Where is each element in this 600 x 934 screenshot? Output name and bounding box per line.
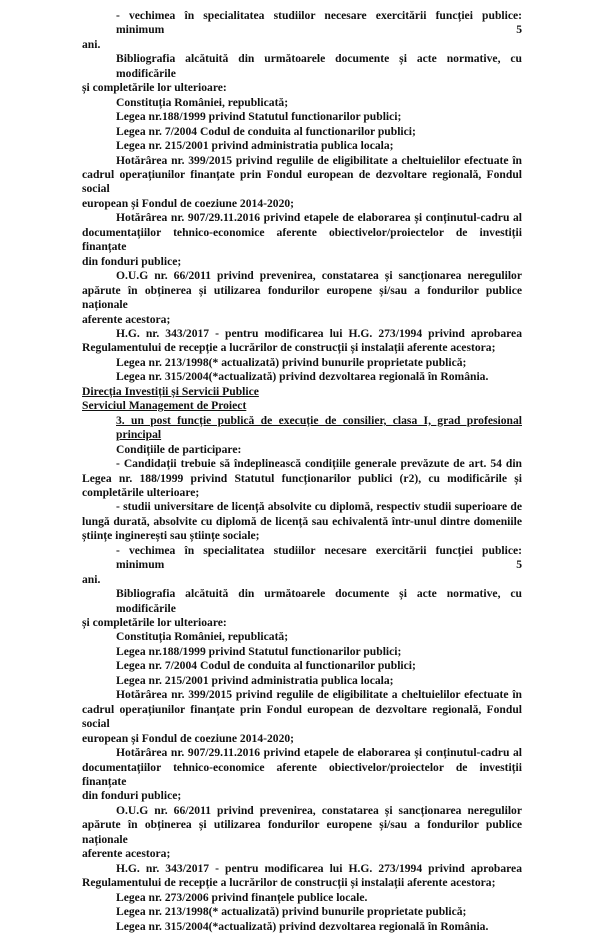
text-line: Hotărârea nr. 399/2015 privind regulile de eligibilitate a cheltuielilor efectuate în — [116, 153, 522, 167]
text-line: Direcția Investiții și Servicii Publice — [82, 384, 259, 398]
text-line: Constituția României, republicată; — [116, 95, 289, 109]
text-line: H.G. nr. 343/2017 - pentru modificarea lui H.G. 273/1994 privind aprobarea — [116, 326, 522, 340]
text-line: Legea nr.188/1999 privind Statutul functionarilor publici; — [116, 644, 402, 658]
text-line: din fonduri publice; — [82, 789, 182, 803]
text-line: completările ulterioare; — [82, 485, 200, 499]
text-line: - studii universitare de licență absolvite cu diplomă, respectiv studii superioare de — [116, 500, 522, 514]
text-line: O.U.G nr. 66/2011 privind prevenirea, constatarea și sancționarea neregulilor — [116, 269, 522, 283]
text-line: Hotărârea nr. 907/29.11.2016 privind etapele de elaborarea și conținutul-cadru al — [116, 211, 522, 225]
text-line: Legea nr. 7/2004 Codul de conduita al functionarilor publici; — [116, 124, 416, 138]
text-line: Bibliografia alcătuită din următoarele documente și acte normative, cu modificările — [116, 52, 522, 80]
text-line: documentațiilor tehnico-economice aferente obiectivelor/proiectelor de investiții finanțate — [82, 225, 522, 254]
text-line: Hotărârea nr. 399/2015 privind regulile de eligibilitate a cheltuielilor efectuate în — [116, 688, 522, 702]
text-line: ani. — [82, 37, 101, 51]
text-line: Legea nr. 213/1998(* actualizată) privind bunurile proprietate publică; — [116, 905, 467, 919]
text-line: Hotărârea nr. 907/29.11.2016 privind etapele de elaborarea și conținutul-cadru al — [116, 746, 522, 760]
text-line: lungă durată, absolvite cu diplomă de licență sau echivalentă într-unul dintre domeniile — [82, 514, 522, 528]
text-line: principal — [116, 428, 162, 442]
text-line: Legea nr. 188/1999 privind Statutul funcționarilor publici (r2), cu modificările și — [82, 471, 522, 485]
text-line: aferente acestora; — [82, 847, 171, 861]
text-line: O.U.G nr. 66/2011 privind prevenirea, constatarea și sancționarea neregulilor — [116, 803, 522, 817]
text-line: Legea nr. 7/2004 Codul de conduita al functionarilor publici; — [116, 659, 416, 673]
text-line: Legea nr. 315/2004(*actualizată) privind dezvoltarea regională în România. — [116, 370, 489, 384]
text-line: Legea nr. 273/2006 privind finanțele publice locale. — [116, 890, 368, 904]
text-line: Constituția României, republicată; — [116, 630, 289, 644]
text-line: Legea nr. 215/2001 privind administratia publica locala; — [116, 139, 394, 153]
text-line: 3. un post funcție publică de execuție de consilier, clasa I, grad profesional — [116, 413, 522, 427]
text-line: științe inginerești sau științe sociale; — [82, 529, 260, 543]
text-line: din fonduri publice; — [82, 254, 182, 268]
text-line: H.G. nr. 343/2017 - pentru modificarea lui H.G. 273/1994 privind aprobarea — [116, 861, 522, 875]
text-line: Serviciul Management de Proiect — [82, 399, 247, 413]
text-line: Legea nr.188/1999 privind Statutul functionarilor publici; — [116, 110, 402, 124]
text-line: european și Fondul de coeziune 2014-2020; — [82, 731, 295, 745]
text-line: cadrul operațiunilor finanțate prin Fondul european de dezvoltare regională, Fondul social — [82, 167, 522, 196]
text-line: - vechimea în specialitatea studiilor necesare exercitării funcției publice: minimum 5 — [116, 9, 522, 37]
text-line: documentațiilor tehnico-economice aferente obiectivelor/proiectelor de investiții finanțate — [82, 760, 522, 789]
text-line: - Candidații trebuie să îndeplinească condițiile generale prevăzute de art. 54 din — [116, 457, 522, 471]
text-line: și completările lor ulterioare: — [82, 616, 227, 630]
text-line: aferente acestora; — [82, 312, 171, 326]
text-line: Bibliografia alcătuită din următoarele documente și acte normative, cu modificările — [116, 587, 522, 615]
text-line: Regulamentului de recepție a lucrărilor de construcții și instalații aferente acestora; — [82, 876, 496, 890]
text-line: european și Fondul de coeziune 2014-2020; — [82, 196, 295, 210]
text-line: și completările lor ulterioare: — [82, 81, 227, 95]
text-line: Legea nr. 315/2004(*actualizată) privind dezvoltarea regională în România. — [116, 919, 489, 933]
text-line: Legea nr. 215/2001 privind administratia publica locala; — [116, 673, 394, 687]
text-line: Condițiile de participare: — [116, 442, 242, 456]
text-line: - vechimea în specialitatea studiilor necesare exercitării funcției publice: minimum 5 — [116, 543, 522, 572]
text-line: Regulamentului de recepție a lucrărilor de construcții și instalații aferente acestora; — [82, 341, 496, 355]
text-line: Legea nr. 213/1998(* actualizată) privind bunurile proprietate publică; — [116, 355, 467, 369]
text-line: cadrul operațiunilor finanțate prin Fondul european de dezvoltare regională, Fondul social — [82, 702, 522, 731]
text-line: ani. — [82, 572, 101, 586]
text-line: apărute în obținerea și utilizarea fondurilor europene și/sau a fondurilor publice naționale — [82, 283, 522, 312]
text-line: apărute în obținerea și utilizarea fondurilor europene și/sau a fondurilor publice naționale — [82, 818, 522, 846]
